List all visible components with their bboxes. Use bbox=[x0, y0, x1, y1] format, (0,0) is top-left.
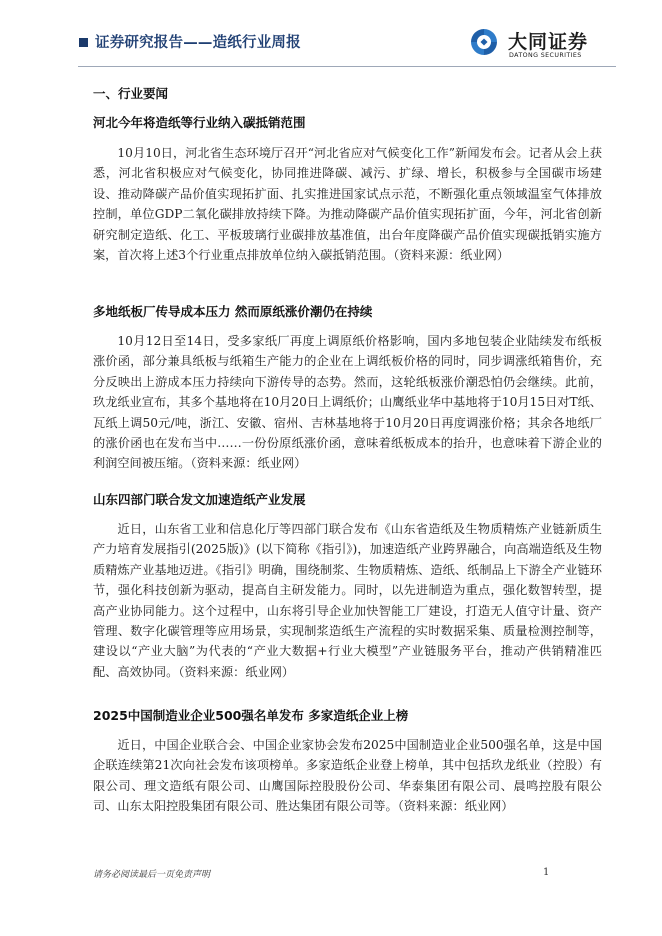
header-bullet-square bbox=[79, 38, 88, 47]
news-body-4: 近日，中国企业联合会、中国企业家协会发布2025中国制造业企业500强名单，这是中国企联连续第21次向社会发布该项榜单。多家造纸企业登上榜单，其中包括玖龙纸业（控股）有限公司、理文造纸有限公司、山鹰国际控股股份公司、华泰集团有限公司、晨鸣控股有限公司、山东太阳控股集团有限公司、胜达集团有限公司等。（资料来源：纸业网） bbox=[93, 738, 602, 814]
news-title-4: 2025中国制造业企业500强名单发布 多家造纸企业上榜 bbox=[93, 708, 409, 723]
news-title-1: 河北今年将造纸等行业纳入碳抵销范围 bbox=[93, 115, 306, 130]
section-heading: 一、行业要闻 bbox=[93, 86, 169, 101]
page-number: 1 bbox=[543, 867, 550, 878]
report-title: 证券研究报告——造纸行业周报 bbox=[95, 35, 301, 51]
news-body-1: 10月10日，河北省生态环境厅召开“河北省应对气候变化工作”新闻发布会。记者从会上获悉，河北省积极应对气候变化，协同推进降碳、减污、扩绿、增长，积极参与全国碳市场建设、推动降碳产品价值实现拓扩面、扎实推进国家试点示范，不断强化重点领域温室气体排放控制，单位GDP二氧化碳排放持续下降。为推动降碳产品价值实现拓扩面，今年，河北省创新研究制定造纸、化工、平板玻璃行业碳排放基准值，出台年度降碳产品价值实现碳抵销实施方案，首次将上述3个行业重点排放单位纳入碳抵销范围。（资料来源：纸业网） bbox=[93, 146, 602, 263]
logo-chinese-name: 大同证券 bbox=[508, 31, 589, 53]
news-title-3: 山东四部门联合发文加速造纸产业发展 bbox=[93, 492, 306, 507]
logo-english-name: DATONG SECURITIES bbox=[509, 52, 582, 59]
news-body-3: 近日，山东省工业和信息化厅等四部门联合发布《山东省造纸及生物质精炼产业链新质生产力培育发展指引(2025版)》(以下简称《指引》)，加速造纸产业跨界融合，向高端造纸及生物质精炼产业基地迈进。《指引》明确，围绕制浆、生物质精炼、造纸、纸制品上下游全产业链环节，强化科技创新为驱动，提高自主研发能力。同时，以先进制造为重点，强化数智转型，提高产业协同能力。这个过程中，山东将引导企业加快智能工厂建设，打造无人值守计量、资产管理、数字化碳管理等应用场景，实现制浆造纸生产流程的实时数据采集、质量检测控制等，建设以“产业大脑”为代表的“产业大数据+行业大模型”产业链服务平台，推动产供销精准匹配、高效协同。（资料来源：纸业网） bbox=[93, 522, 602, 679]
page-header bbox=[0, 0, 662, 70]
news-title-2: 多地纸板厂传导成本压力 然而原纸涨价潮仍在持续 bbox=[93, 304, 373, 319]
datong-logo-icon bbox=[467, 25, 501, 59]
header-divider bbox=[78, 66, 616, 67]
disclaimer-note: 请务必阅读最后一页免责声明 bbox=[93, 870, 211, 880]
company-logo bbox=[467, 25, 617, 63]
news-body-2: 10月12日至14日，受多家纸厂再度上调原纸价格影响，国内多地包装企业陆续发布纸板涨价函，部分兼具纸板与纸箱生产能力的企业在上调纸板价格的同时，同步调涨纸箱售价，充分反映出上游成本压力持续向下游传导的态势。然而，这轮纸板涨价潮恐怕仍会继续。此前，玖龙纸业宣布，其多个基地将在10月20日上调纸价；山鹰纸业华中基地将于10月15日对T纸、瓦纸上调50元/吨，浙江、安徽、宿州、吉林基地将于10月20日再度调涨价格；其余各地纸厂的涨价函也在发布当中……一份份原纸涨价函，意味着纸板成本的抬升，也意味着下游企业的利润空间被压缩。（资料来源：纸业网） bbox=[93, 334, 602, 471]
